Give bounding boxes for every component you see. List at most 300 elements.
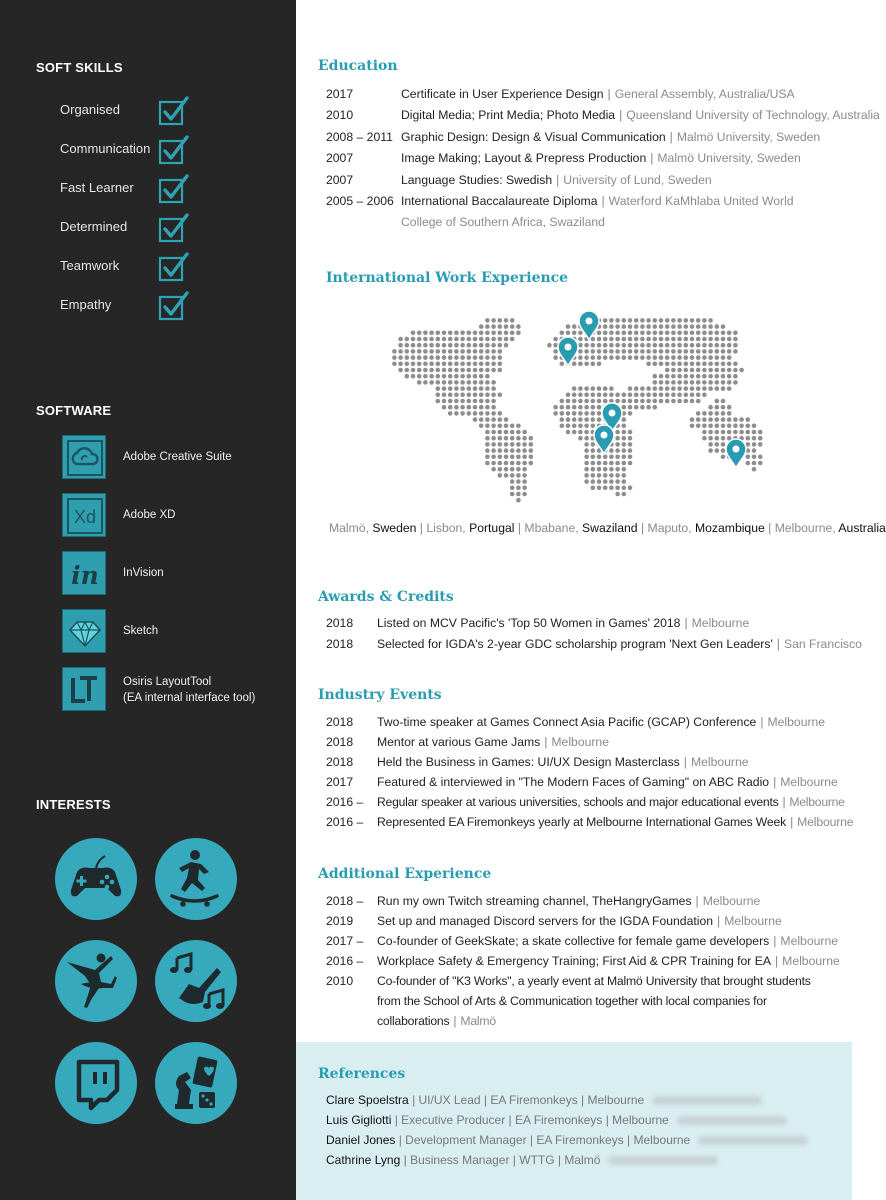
map-dot (628, 343, 633, 348)
map-dot (721, 368, 726, 373)
map-dot (436, 380, 441, 385)
map-dot (659, 380, 664, 385)
map-dot (491, 455, 496, 460)
map-dot (417, 374, 422, 379)
map-dot (572, 399, 577, 404)
map-dot (690, 393, 695, 398)
map-dot (702, 337, 707, 342)
map-dot (708, 442, 713, 447)
map-dot (529, 461, 534, 466)
map-dot (498, 430, 503, 435)
map-dot (498, 417, 503, 422)
map-dot (677, 318, 682, 323)
map-dot (733, 349, 738, 354)
map-dot (522, 473, 527, 478)
map-dot (646, 393, 651, 398)
map-dot (572, 386, 577, 391)
map-dot (640, 399, 645, 404)
map-dot (597, 411, 602, 416)
map-dot (591, 399, 596, 404)
map-dot (448, 386, 453, 391)
map-dot (578, 362, 583, 367)
map-dot (677, 324, 682, 329)
map-dot (398, 355, 403, 360)
map-dot (560, 362, 565, 367)
row-desc: Set up and managed Discord servers for the IGDA Foundation (377, 914, 714, 928)
map-dot (591, 411, 596, 416)
map-dot (659, 393, 664, 398)
map-dot (721, 448, 726, 453)
map-dot (529, 448, 534, 453)
map-dot (405, 368, 410, 373)
map-dot (646, 386, 651, 391)
map-dot (467, 380, 472, 385)
map-dot (646, 399, 651, 404)
map-dot (442, 386, 447, 391)
map-dot (553, 355, 558, 360)
map-dot (510, 430, 515, 435)
map-dot (467, 393, 472, 398)
map-dot (429, 374, 434, 379)
map-dot (454, 355, 459, 360)
map-dot (721, 362, 726, 367)
map-dot (510, 455, 515, 460)
map-dot (442, 380, 447, 385)
map-dot (671, 399, 676, 404)
map-dot (628, 411, 633, 416)
map-dot (584, 467, 589, 472)
map-dot (454, 399, 459, 404)
map-dot (646, 343, 651, 348)
map-dot (485, 411, 490, 416)
map-dot (597, 355, 602, 360)
map-dot (646, 331, 651, 336)
map-dot (677, 399, 682, 404)
map-dot (628, 337, 633, 342)
map-dot (411, 349, 416, 354)
map-dot (653, 331, 658, 336)
map-dot (702, 368, 707, 373)
map-dot (498, 442, 503, 447)
map-dot (485, 442, 490, 447)
map-dot (628, 405, 633, 410)
map-dot (417, 349, 422, 354)
map-dot (405, 349, 410, 354)
map-dot (485, 368, 490, 373)
map-dot (665, 349, 670, 354)
map-dot (665, 324, 670, 329)
map-dot (727, 430, 732, 435)
map-dot (448, 331, 453, 336)
redacted-email (608, 1156, 718, 1165)
map-dot (498, 362, 503, 367)
map-dot (671, 362, 676, 367)
map-dot (603, 318, 608, 323)
map-dot (467, 411, 472, 416)
map-dot (572, 405, 577, 410)
map-dot (498, 318, 503, 323)
map-dot (448, 380, 453, 385)
map-dot (646, 318, 651, 323)
row-location: Melbourne (691, 616, 750, 630)
row-desc: Co-founder of GeekSkate; a skate collective for female game developers (377, 934, 770, 948)
map-dot (516, 473, 521, 478)
map-dot (715, 374, 720, 379)
map-dot (752, 436, 757, 441)
map-dot (634, 349, 639, 354)
row-year: 2010 (326, 974, 354, 988)
map-dot (522, 479, 527, 484)
map-dot (665, 343, 670, 348)
xd-icon (62, 493, 106, 537)
map-dot (615, 337, 620, 342)
map-dot (578, 436, 583, 441)
map-dot (733, 374, 738, 379)
map-dot (659, 331, 664, 336)
map-dot (473, 380, 478, 385)
map-dot (479, 368, 484, 373)
map-dot (510, 479, 515, 484)
row-location: University of Lund, Sweden (563, 173, 712, 187)
map-dot (591, 405, 596, 410)
row-location: Queensland University of Technology, Australia (626, 108, 880, 122)
map-dot (715, 331, 720, 336)
row-desc: Featured & interviewed in "The Modern Faces of Gaming" on ABC Radio (377, 775, 770, 789)
row-year: 2016 – (326, 954, 364, 968)
map-dot (721, 343, 726, 348)
map-dot (411, 355, 416, 360)
map-dot (485, 399, 490, 404)
map-dot (423, 349, 428, 354)
reference-details: UI/UX Lead | EA Firemonkeys | Melbourne (418, 1093, 645, 1107)
map-dot (504, 442, 509, 447)
map-dot (417, 337, 422, 342)
map-dot (479, 411, 484, 416)
map-dot (659, 318, 664, 323)
row-year: 2018 – (326, 894, 364, 908)
map-dot (516, 436, 521, 441)
map-dot (733, 417, 738, 422)
map-dot (498, 455, 503, 460)
map-dot (522, 486, 527, 491)
map-dot (671, 380, 676, 385)
row-location: Malmö University, Sweden (676, 130, 821, 144)
map-dot (684, 386, 689, 391)
map-dot (473, 362, 478, 367)
map-dot (516, 467, 521, 472)
map-dot (603, 461, 608, 466)
map-dot (708, 448, 713, 453)
map-dot (522, 461, 527, 466)
skill-item (60, 258, 260, 292)
map-dot (634, 386, 639, 391)
map-dot (467, 405, 472, 410)
map-dot (516, 461, 521, 466)
map-dot (646, 355, 651, 360)
map-dot (491, 355, 496, 360)
row-year: 2008 – 2011 (326, 130, 393, 144)
row-desc: Mentor at various Game Jams (377, 735, 541, 749)
row-location: Melbourne (780, 934, 839, 948)
map-dot (591, 461, 596, 466)
map-dot (473, 393, 478, 398)
map-dot (473, 349, 478, 354)
row-year: 2018 (326, 637, 354, 651)
row-location: Melbourne (782, 954, 840, 968)
place-city: Melbourne (774, 521, 833, 535)
map-dot (442, 393, 447, 398)
map-dot (727, 368, 732, 373)
map-dot (498, 355, 503, 360)
map-dot (491, 393, 496, 398)
map-dot (615, 448, 620, 453)
map-dot (622, 448, 627, 453)
map-dot (467, 386, 472, 391)
map-dot (578, 417, 583, 422)
map-dot (609, 448, 614, 453)
map-dot (460, 355, 465, 360)
map-dot (572, 324, 577, 329)
checkbox-checked-icon (158, 135, 190, 165)
map-dot (566, 430, 571, 435)
map-dot (733, 343, 738, 348)
map-dot (653, 355, 658, 360)
map-dot (677, 386, 682, 391)
map-dot (553, 343, 558, 348)
place-country: Sweden (372, 521, 417, 535)
map-dot (715, 349, 720, 354)
map-dot (653, 324, 658, 329)
map-dot (516, 331, 521, 336)
map-dot (733, 424, 738, 429)
map-dot (665, 386, 670, 391)
map-dot (429, 349, 434, 354)
map-dot (653, 374, 658, 379)
map-dot (653, 405, 658, 410)
map-dot (566, 424, 571, 429)
row-desc: Workplace Safety & Emergency Training; First Aid & CPR Training for EA (377, 954, 771, 968)
map-dot (504, 324, 509, 329)
map-dot (423, 374, 428, 379)
map-dot (696, 343, 701, 348)
map-dot (677, 374, 682, 379)
map-dot (578, 349, 583, 354)
map-dot (467, 362, 472, 367)
map-dot (684, 318, 689, 323)
map-dot (454, 386, 459, 391)
references-panel (296, 1042, 852, 1200)
map-dot (460, 374, 465, 379)
map-dot (436, 393, 441, 398)
map-dot (653, 380, 658, 385)
map-dot (591, 448, 596, 453)
map-dot (708, 417, 713, 422)
map-dot (702, 424, 707, 429)
map-dot (671, 343, 676, 348)
map-dot (454, 337, 459, 342)
map-dot (491, 399, 496, 404)
map-dot (436, 368, 441, 373)
map-dot (498, 424, 503, 429)
reference-details: Business Manager | WTTG | Malmö (410, 1153, 601, 1167)
map-dot (510, 436, 515, 441)
map-dot (591, 343, 596, 348)
map-dot (591, 393, 596, 398)
map-dot (684, 355, 689, 360)
map-dot (591, 479, 596, 484)
map-dot (578, 343, 583, 348)
map-dot (696, 417, 701, 422)
map-dot (708, 368, 713, 373)
map-dot (628, 324, 633, 329)
map-dot (702, 343, 707, 348)
map-dot (467, 355, 472, 360)
map-dot (609, 455, 614, 460)
map-dot (454, 349, 459, 354)
map-dot (491, 436, 496, 441)
map-dot (721, 380, 726, 385)
map-dot (665, 362, 670, 367)
map-dot (498, 349, 503, 354)
map-dot (405, 343, 410, 348)
map-dot (405, 337, 410, 342)
map-dot (578, 430, 583, 435)
map-dot (460, 393, 465, 398)
map-dot (708, 386, 713, 391)
map-dot (653, 362, 658, 367)
map-dot (628, 442, 633, 447)
skill-label: Teamwork (60, 258, 120, 273)
map-dot (597, 386, 602, 391)
map-dot (597, 455, 602, 460)
map-dot (491, 337, 496, 342)
map-dot (491, 349, 496, 354)
map-dot (603, 355, 608, 360)
map-dot (739, 417, 744, 422)
map-dot (566, 331, 571, 336)
location-pin-icon (579, 311, 599, 340)
map-dot (454, 380, 459, 385)
map-dot (479, 393, 484, 398)
map-dot (752, 455, 757, 460)
map-dot (485, 355, 490, 360)
row-desc: Graphic Design: Design & Visual Communication (401, 130, 666, 144)
map-dot (702, 430, 707, 435)
map-dot (442, 343, 447, 348)
map-dot (566, 393, 571, 398)
map-dot (659, 362, 664, 367)
map-dot (690, 362, 695, 367)
map-dot (684, 362, 689, 367)
map-dot (715, 324, 720, 329)
map-dot (634, 324, 639, 329)
row-location: Melbourne (724, 914, 782, 928)
map-dot (510, 461, 515, 466)
map-dot (671, 337, 676, 342)
map-dot (646, 405, 651, 410)
invision-icon (62, 551, 106, 595)
map-dot (696, 362, 701, 367)
map-dot (609, 337, 614, 342)
reference-details: Development Manager | EA Firemonkeys | Melbourne (405, 1133, 691, 1147)
software-label (123, 674, 255, 706)
map-dot (702, 349, 707, 354)
map-dot (516, 498, 521, 503)
map-dot (603, 399, 608, 404)
map-dot (708, 331, 713, 336)
map-dot (752, 461, 757, 466)
map-dot (721, 417, 726, 422)
map-dot (622, 424, 627, 429)
map-dot (498, 324, 503, 329)
map-dot (653, 337, 658, 342)
map-dot (702, 318, 707, 323)
map-dot (615, 324, 620, 329)
row-desc: Digital Media; Print Media; Photo Media (401, 108, 616, 122)
map-dot (429, 380, 434, 385)
map-dot (442, 337, 447, 342)
map-dot (715, 436, 720, 441)
map-dot (491, 461, 496, 466)
map-dot (566, 324, 571, 329)
map-dot (715, 430, 720, 435)
map-dot (609, 467, 614, 472)
map-dot (708, 324, 713, 329)
software-item (62, 435, 292, 479)
map-dot (498, 393, 503, 398)
map-dot (436, 399, 441, 404)
row-desc: Represented EA Firemonkeys yearly at Melbourne International Games Week (377, 815, 787, 829)
map-dot (677, 331, 682, 336)
map-dot (628, 399, 633, 404)
map-dot (454, 331, 459, 336)
map-dot (640, 337, 645, 342)
software-label: Adobe XD (123, 509, 176, 521)
map-dot (640, 331, 645, 336)
place-country: Mozambique (694, 521, 765, 535)
map-dot (597, 399, 602, 404)
map-dot (603, 467, 608, 472)
map-dot (622, 417, 627, 422)
map-dot (665, 380, 670, 385)
map-dot (485, 405, 490, 410)
map-dot (715, 337, 720, 342)
map-dot (702, 393, 707, 398)
map-dot (628, 455, 633, 460)
map-dot (696, 393, 701, 398)
map-dot (448, 337, 453, 342)
map-dot (708, 349, 713, 354)
map-dot (622, 455, 627, 460)
map-dot (423, 380, 428, 385)
map-dot (752, 448, 757, 453)
map-dot (727, 380, 732, 385)
map-dot (578, 386, 583, 391)
map-dot (578, 424, 583, 429)
row-location: Melbourne (797, 815, 854, 829)
map-dot (578, 337, 583, 342)
map-dot (516, 442, 521, 447)
map-dot (609, 331, 614, 336)
creative-cloud-icon (62, 435, 106, 479)
map-dot (485, 455, 490, 460)
map-dot (646, 349, 651, 354)
map-dot (442, 374, 447, 379)
map-dot (690, 380, 695, 385)
row-desc: Run my own Twitch streaming channel, TheHangryGames (377, 894, 692, 908)
map-dot (653, 343, 658, 348)
map-dot (405, 374, 410, 379)
